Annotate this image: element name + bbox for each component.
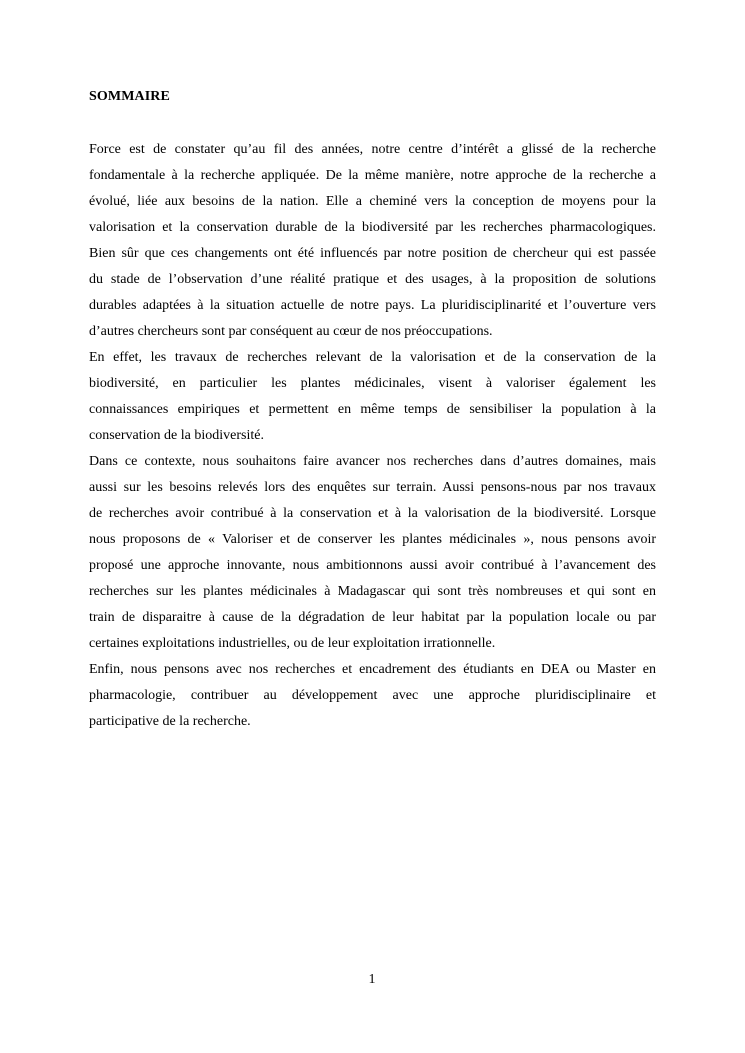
text-line: valorisation et la conservation durable de la biodiversité par les recherches pharmacologiques. (89, 220, 656, 235)
text-line: du stade de l’observation d’une réalité pratique et des usages, à la proposition de solutions (89, 272, 656, 287)
text-line: Enfin, nous pensons avec nos recherches et encadrement des étudiants en DEA ou Master en (89, 662, 656, 677)
text-line: participative de la recherche. (89, 714, 251, 729)
text-line: biodiversité, en particulier les plantes médicinales, visent à valoriser également les (89, 376, 656, 391)
text-line: pharmacologie, contribuer au développement avec une approche pluridisciplinaire et (89, 688, 656, 703)
text-line: train de disparaitre à cause de la dégradation de leur habitat par la population locale ou par (89, 610, 656, 625)
page-heading: SOMMAIRE (89, 89, 170, 104)
body-text (89, 137, 656, 735)
page-number: 1 (368, 972, 376, 987)
text-line: En effet, les travaux de recherches relevant de la valorisation et de la conservation de la (89, 350, 656, 365)
text-line: nous proposons de « Valoriser et de conserver les plantes médicinales », nous pensons avoir (89, 532, 656, 547)
text-line: recherches sur les plantes médicinales à Madagascar qui sont très nombreuses et qui sont en (89, 584, 656, 599)
text-line: fondamentale à la recherche appliquée. De la même manière, notre approche de la recherche a (89, 168, 656, 183)
text-line: Dans ce contexte, nous souhaitons faire avancer nos recherches dans d’autres domaines, mais (89, 454, 656, 469)
text-line: Bien sûr que ces changements ont été influencés par notre position de chercheur qui est passée (89, 246, 656, 261)
text-line: de recherches avoir contribué à la conservation et à la valorisation de la biodiversité. Lorsque (89, 506, 656, 521)
text-line: d’autres chercheurs sont par conséquent au cœur de nos préoccupations. (89, 324, 493, 339)
text-line: durables adaptées à la situation actuelle de notre pays. La pluridisciplinarité et l’ouverture vers (89, 298, 656, 313)
text-line: certaines exploitations industrielles, ou de leur exploitation irrationnelle. (89, 636, 496, 651)
text-line: conservation de la biodiversité. (89, 428, 264, 443)
text-line: connaissances empiriques et permettent en même temps de sensibiliser la population à la (89, 402, 656, 417)
text-line: évolué, liée aux besoins de la nation. Elle a cheminé vers la conception de moyens pour la (89, 194, 656, 209)
text-line: proposé une approche innovante, nous ambitionnons aussi avoir contribué à l’avancement des (89, 558, 656, 573)
text-line: Force est de constater qu’au fil des années, notre centre d’intérêt a glissé de la recherche (89, 142, 656, 157)
text-line: aussi sur les besoins relevés lors des enquêtes sur terrain. Aussi pensons-nous par nos travaux (89, 480, 656, 495)
